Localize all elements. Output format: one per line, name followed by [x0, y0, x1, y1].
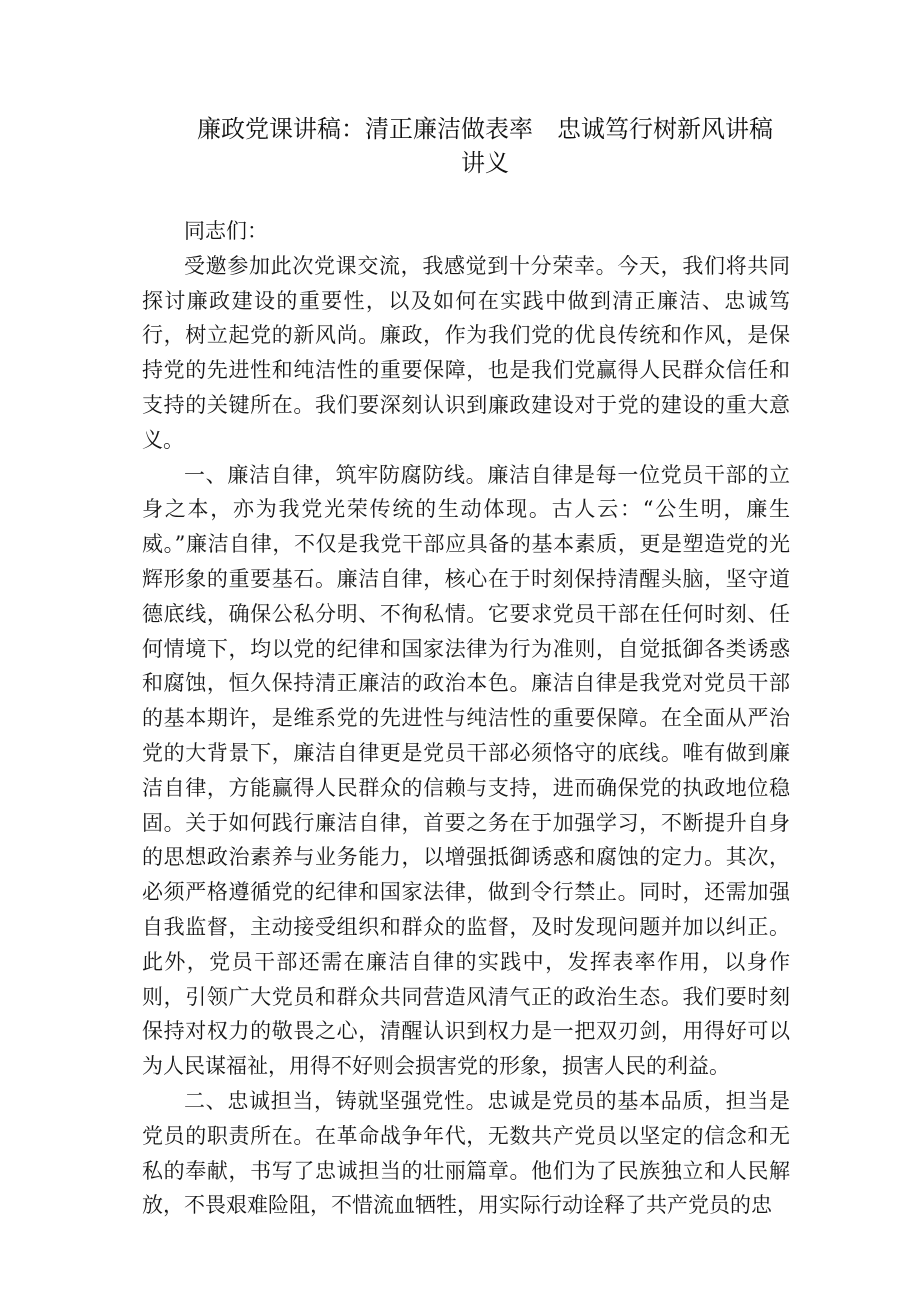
salutation: 同志们： — [184, 219, 268, 243]
document-title — [150, 112, 820, 180]
paragraph-intro: 受邀参加此次党课交流，我感觉到十分荣幸。今天，我们将共同探讨廉政建设的重要性，以及如何在实践中做到清正廉洁、忠诚笃行，树立起党的新风尚。廉政，作为我们党的优良传统和作风，是保持党的先进性和纯洁性的重要保障，也是我们党赢得人民群众信任和支持的关键所在。我们要深刻认识到廉政建设对于党的建设的重大意义。 — [142, 253, 790, 452]
paragraph-section-1: 一、廉洁自律，筑牢防腐防线。廉洁自律是每一位党员干部的立身之本，亦为我党光荣传统的生动体现。古人云：“公生明，廉生威。”廉洁自律，不仅是我党干部应具备的基本素质，更是塑造党的光辉形象的重要基石。廉洁自律，核心在于时刻保持清醒头脑，坚守道德底线，确保公私分明、不徇私情。它要求党员干部在任何时刻、任何情境下，均以党的纪律和国家法律为行为准则，自觉抵御各类诱惑和腐蚀，恒久保持清正廉洁的政治本色。廉洁自律是我党对党员干部的基本期许，是维系党的先进性与纯洁性的重要保障。在全面从严治党的大背景下，廉洁自律更是党员干部必须恪守的底线。唯有做到廉洁自律，方能赢得人民群众的信赖与支持，进而确保党的执政地位稳固。关于如何践行廉洁自律，首要之务在于加强学习，不断提升自身的思想政治素养与业务能力，以增强抵御诱惑和腐蚀的定力。其次，必须严格遵循党的纪律和国家法律，做到令行禁止。同时，还需加强自我监督，主动接受组织和群众的监督，及时发现问题并加以纠正。此外，党员干部还需在廉洁自律的实践中，发挥表率作用，以身作则，引领广大党员和群众共同营造风清气正的政治生态。我们要时刻保持对权力的敬畏之心，清醒认识到权力是一把双刃剑，用得好可以为人民谋福祉，用得不好则会损害党的形象，损害人民的利益。 — [142, 462, 790, 1079]
paragraph-section-2: 二、忠诚担当，铸就坚强党性。忠诚是党员的基本品质，担当是党员的职责所在。在革命战争年代，无数共产党员以坚定的信念和无私的奉献，书写了忠诚担当的壮丽篇章。他们为了民族独立和人民解放，不畏艰难险阻，不惜流血牺牲，用实际行动诠释了共产党员的忠 — [142, 1088, 790, 1218]
title-line-1: 廉政党课讲稿：清正廉洁做表率 忠诚笃行树新风讲稿 — [197, 115, 773, 143]
document-body — [142, 214, 790, 1223]
title-line-2: 讲义 — [461, 149, 509, 177]
